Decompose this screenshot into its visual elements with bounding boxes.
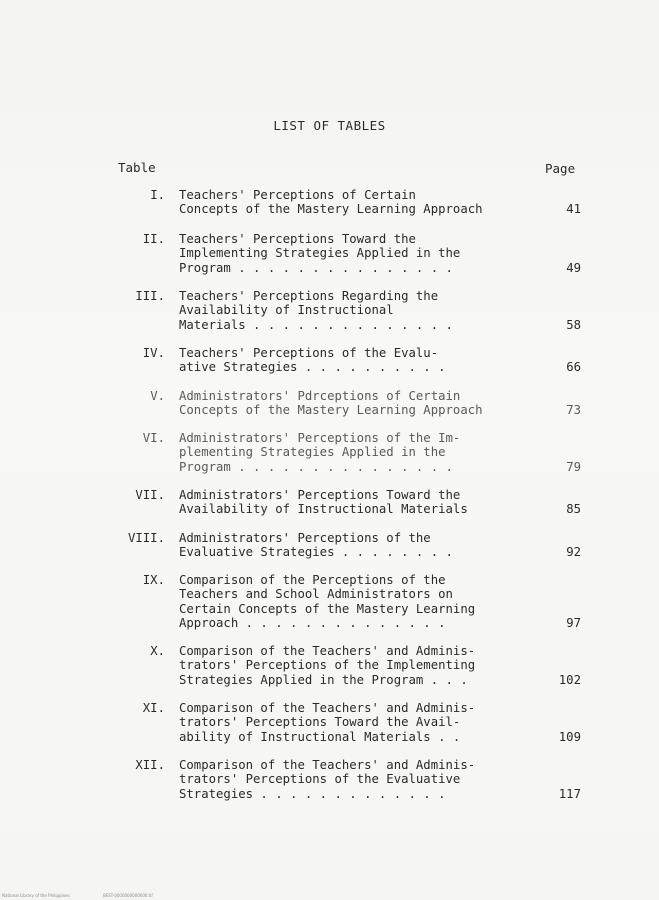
- caption-line: Teachers' Perceptions Toward the: [179, 232, 416, 246]
- page-number: 79: [566, 459, 581, 474]
- page-number: 58: [566, 317, 581, 332]
- caption-line: Evaluative Strategies . . . . . . . .: [179, 545, 453, 560]
- caption-line: Comparison of the Teachers' and Adminis-: [179, 644, 476, 658]
- caption-line: Approach . . . . . . . . . . . . . .: [179, 615, 446, 630]
- table-number: III.: [135, 289, 165, 303]
- caption-line: trators' Perceptions of the Implementing: [179, 658, 476, 673]
- footer-left: National Library of the Philippines: [2, 893, 70, 898]
- scan-footer: [0, 893, 659, 898]
- table-number: I.: [150, 188, 165, 202]
- table-number: X.: [150, 644, 165, 658]
- caption-line: Teachers' Perceptions Regarding the: [179, 289, 439, 303]
- page-number: 109: [558, 729, 581, 744]
- table-number: II.: [142, 232, 165, 246]
- table-number: VII.: [135, 488, 165, 502]
- caption-line: Comparison of the Perceptions of the: [179, 573, 446, 587]
- caption-line: Concepts of the Mastery Learning Approach: [179, 202, 483, 217]
- caption-line: Teachers' Perceptions of Certain: [179, 188, 416, 202]
- page-column-header: Page: [545, 161, 576, 176]
- page-number: 117: [558, 786, 581, 801]
- caption-line: Strategies Applied in the Program . . .: [179, 672, 468, 687]
- caption-line: Implementing Strategies Applied in the: [179, 246, 461, 261]
- page-number: 41: [566, 202, 581, 217]
- table-number: XII.: [135, 758, 165, 772]
- caption-line: Comparison of the Teachers' and Adminis-: [179, 758, 476, 772]
- caption-line: ative Strategies . . . . . . . . . .: [179, 360, 446, 375]
- caption-line: Program . . . . . . . . . . . . . . .: [179, 260, 453, 275]
- table-number: IV.: [142, 346, 165, 360]
- caption-line: Program . . . . . . . . . . . . . . .: [179, 459, 453, 474]
- table-number: IX.: [142, 573, 165, 587]
- table-number: V.: [150, 389, 165, 403]
- caption-line: Teachers and School Administrators on: [179, 587, 453, 602]
- caption-line: trators' Perceptions of the Evaluative: [179, 772, 461, 787]
- table-number: VIII.: [127, 531, 165, 545]
- caption-line: Administrators' Perceptions of the: [179, 531, 431, 545]
- caption-line: Availability of Instructional: [179, 303, 394, 318]
- caption-line: Administrators' Perceptions Toward the: [179, 488, 461, 502]
- caption-line: trators' Perceptions Toward the Avail-: [179, 715, 461, 730]
- caption-line: ability of Instructional Materials . .: [179, 729, 461, 744]
- caption-line: Administrators' Pdrceptions of Certain: [179, 389, 461, 403]
- table-number: XI.: [142, 701, 165, 715]
- table-column-header: Table: [118, 160, 156, 175]
- page-number: 49: [566, 260, 581, 275]
- caption-line: plementing Strategies Applied in the: [179, 445, 446, 460]
- caption-line: Materials . . . . . . . . . . . . . .: [179, 317, 453, 332]
- page-number: 92: [566, 545, 581, 560]
- caption-line: Certain Concepts of the Mastery Learning: [179, 601, 476, 616]
- caption-line: Comparison of the Teachers' and Adminis-: [179, 701, 476, 715]
- table-number: VI.: [142, 431, 165, 445]
- page-title: LIST OF TABLES: [273, 118, 386, 133]
- caption-line: Teachers' Perceptions of the Evalu-: [179, 346, 439, 360]
- caption-line: Concepts of the Mastery Learning Approach: [179, 403, 483, 418]
- footer-right: BEST-0000000000000.tif: [103, 893, 153, 898]
- page-number: 66: [566, 360, 581, 375]
- page-number: 73: [566, 403, 581, 418]
- page-number: 85: [566, 502, 581, 517]
- caption-line: Availability of Instructional Materials: [179, 502, 468, 517]
- caption-line: Administrators' Perceptions of the Im-: [179, 431, 461, 445]
- page-number: 97: [566, 615, 581, 630]
- page-number: 102: [558, 672, 581, 687]
- caption-line: Strategies . . . . . . . . . . . . .: [179, 786, 446, 801]
